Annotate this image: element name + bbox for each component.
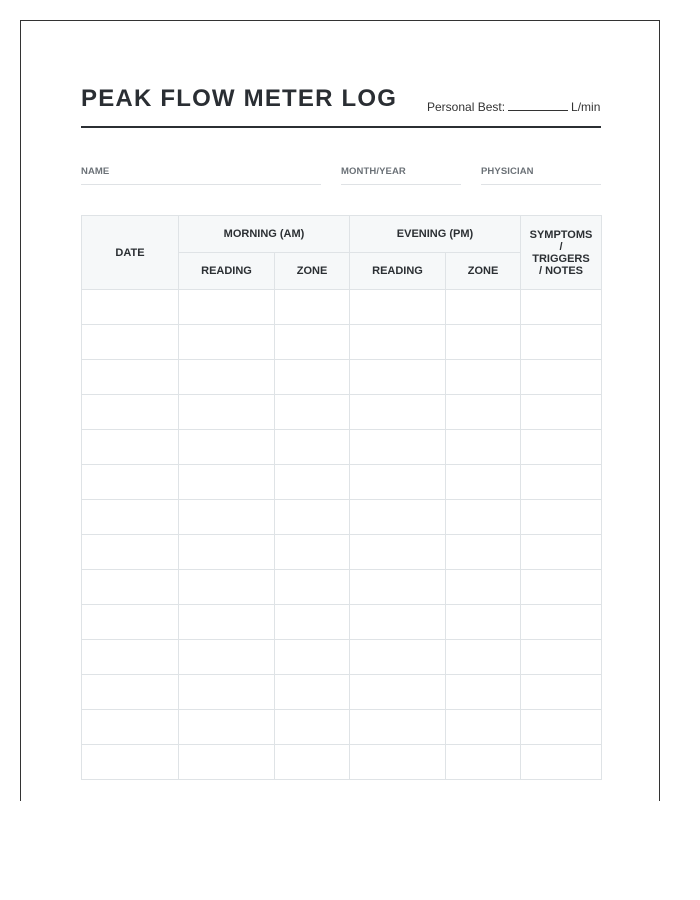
notes-cell[interactable]: [521, 535, 602, 570]
am-zone-cell[interactable]: [275, 570, 350, 605]
date-cell[interactable]: [82, 395, 179, 430]
notes-cell[interactable]: [521, 745, 602, 780]
header-am-zone: ZONE: [275, 253, 350, 290]
am-reading-cell[interactable]: [179, 500, 275, 535]
am-zone-cell[interactable]: [275, 535, 350, 570]
pm-zone-cell[interactable]: [446, 675, 521, 710]
header-symptoms-l1: SYMPTOMS: [529, 228, 593, 241]
table-row: [82, 290, 602, 325]
header-symptoms: [521, 216, 602, 290]
pm-zone-cell[interactable]: [446, 465, 521, 500]
notes-cell[interactable]: [521, 290, 602, 325]
pm-reading-cell[interactable]: [350, 605, 446, 640]
header-symptoms-l3: TRIGGERS: [532, 252, 590, 265]
name-label: NAME: [81, 166, 110, 177]
physician-label: PHYSICIAN: [481, 166, 534, 177]
am-zone-cell[interactable]: [275, 605, 350, 640]
pm-reading-cell[interactable]: [350, 325, 446, 360]
pm-reading-cell[interactable]: [350, 745, 446, 780]
pm-reading-cell[interactable]: [350, 430, 446, 465]
pm-zone-cell[interactable]: [446, 570, 521, 605]
pm-zone-cell[interactable]: [446, 395, 521, 430]
pm-reading-cell[interactable]: [350, 535, 446, 570]
notes-cell[interactable]: [521, 430, 602, 465]
table-row: [82, 395, 602, 430]
am-zone-cell[interactable]: [275, 325, 350, 360]
am-zone-cell[interactable]: [275, 710, 350, 745]
header-date: DATE: [82, 216, 179, 290]
table-row: [82, 675, 602, 710]
am-reading-cell[interactable]: [179, 710, 275, 745]
title-divider: [81, 126, 601, 128]
physician-field[interactable]: [481, 166, 534, 177]
am-reading-cell[interactable]: [179, 675, 275, 710]
personal-best: [427, 100, 600, 114]
date-cell[interactable]: [82, 640, 179, 675]
pm-reading-cell[interactable]: [350, 570, 446, 605]
pm-zone-cell[interactable]: [446, 605, 521, 640]
am-zone-cell[interactable]: [275, 290, 350, 325]
header-morning: MORNING (AM): [179, 216, 350, 253]
table-row: [82, 640, 602, 675]
pm-reading-cell[interactable]: [350, 500, 446, 535]
notes-cell[interactable]: [521, 570, 602, 605]
am-zone-cell[interactable]: [275, 360, 350, 395]
pm-zone-cell[interactable]: [446, 500, 521, 535]
month-year-line[interactable]: [341, 184, 461, 185]
am-zone-cell[interactable]: [275, 465, 350, 500]
am-zone-cell[interactable]: [275, 430, 350, 465]
am-reading-cell[interactable]: [179, 640, 275, 675]
notes-cell[interactable]: [521, 360, 602, 395]
pm-reading-cell[interactable]: [350, 395, 446, 430]
table-row: [82, 745, 602, 780]
am-reading-cell[interactable]: [179, 360, 275, 395]
date-cell[interactable]: [82, 745, 179, 780]
notes-cell[interactable]: [521, 395, 602, 430]
am-reading-cell[interactable]: [179, 430, 275, 465]
am-zone-cell[interactable]: [275, 640, 350, 675]
am-zone-cell[interactable]: [275, 395, 350, 430]
date-cell[interactable]: [82, 605, 179, 640]
am-reading-cell[interactable]: [179, 570, 275, 605]
notes-cell[interactable]: [521, 675, 602, 710]
am-reading-cell[interactable]: [179, 535, 275, 570]
am-reading-cell[interactable]: [179, 465, 275, 500]
table-row: [82, 360, 602, 395]
header-pm-reading: READING: [350, 253, 446, 290]
page-title: PEAK FLOW METER LOG: [81, 85, 398, 112]
header-pm-zone: ZONE: [446, 253, 521, 290]
peak-flow-log-table: [81, 215, 602, 780]
table-row: [82, 710, 602, 745]
month-year-label: MONTH/YEAR: [341, 166, 406, 177]
pm-zone-cell[interactable]: [446, 710, 521, 745]
pm-reading-cell[interactable]: [350, 640, 446, 675]
notes-cell[interactable]: [521, 500, 602, 535]
date-cell[interactable]: [82, 570, 179, 605]
date-cell[interactable]: [82, 290, 179, 325]
pm-zone-cell[interactable]: [446, 640, 521, 675]
date-cell[interactable]: [82, 430, 179, 465]
am-reading-cell[interactable]: [179, 395, 275, 430]
am-reading-cell[interactable]: [179, 325, 275, 360]
header-symptoms-l2: /: [559, 240, 563, 253]
am-zone-cell[interactable]: [275, 500, 350, 535]
header-am-reading: READING: [179, 253, 275, 290]
date-cell[interactable]: [82, 500, 179, 535]
date-cell[interactable]: [82, 710, 179, 745]
personal-best-label: Personal Best:: [427, 100, 506, 114]
pm-reading-cell[interactable]: [350, 675, 446, 710]
notes-cell[interactable]: [521, 640, 602, 675]
am-reading-cell[interactable]: [179, 290, 275, 325]
am-reading-cell[interactable]: [179, 745, 275, 780]
pm-reading-cell[interactable]: [350, 360, 446, 395]
pm-zone-cell[interactable]: [446, 325, 521, 360]
pm-zone-cell[interactable]: [446, 535, 521, 570]
table-row: [82, 605, 602, 640]
month-year-field[interactable]: [341, 166, 406, 177]
pm-zone-cell[interactable]: [446, 360, 521, 395]
table-row: [82, 465, 602, 500]
pm-reading-cell[interactable]: [350, 710, 446, 745]
notes-cell[interactable]: [521, 465, 602, 500]
pm-zone-cell[interactable]: [446, 430, 521, 465]
pm-zone-cell[interactable]: [446, 745, 521, 780]
pm-reading-cell[interactable]: [350, 465, 446, 500]
notes-cell[interactable]: [521, 325, 602, 360]
table-row: [82, 325, 602, 360]
pm-reading-cell[interactable]: [350, 290, 446, 325]
name-field[interactable]: [81, 166, 109, 177]
name-line[interactable]: [81, 184, 321, 185]
pm-zone-cell[interactable]: [446, 290, 521, 325]
physician-line[interactable]: [481, 184, 601, 185]
personal-best-unit: L/min: [571, 100, 601, 114]
header-evening: EVENING (PM): [350, 216, 521, 253]
date-cell[interactable]: [82, 535, 179, 570]
table-row: [82, 500, 602, 535]
date-cell[interactable]: [82, 325, 179, 360]
notes-cell[interactable]: [521, 710, 602, 745]
table-row: [82, 535, 602, 570]
personal-best-field[interactable]: [508, 100, 568, 111]
am-reading-cell[interactable]: [179, 605, 275, 640]
date-cell[interactable]: [82, 465, 179, 500]
table-row: [82, 570, 602, 605]
am-zone-cell[interactable]: [275, 745, 350, 780]
header-symptoms-l4: / NOTES: [538, 264, 583, 277]
date-cell[interactable]: [82, 360, 179, 395]
notes-cell[interactable]: [521, 605, 602, 640]
log-body: [82, 290, 602, 780]
date-cell[interactable]: [82, 675, 179, 710]
table-row: [82, 430, 602, 465]
am-zone-cell[interactable]: [275, 675, 350, 710]
